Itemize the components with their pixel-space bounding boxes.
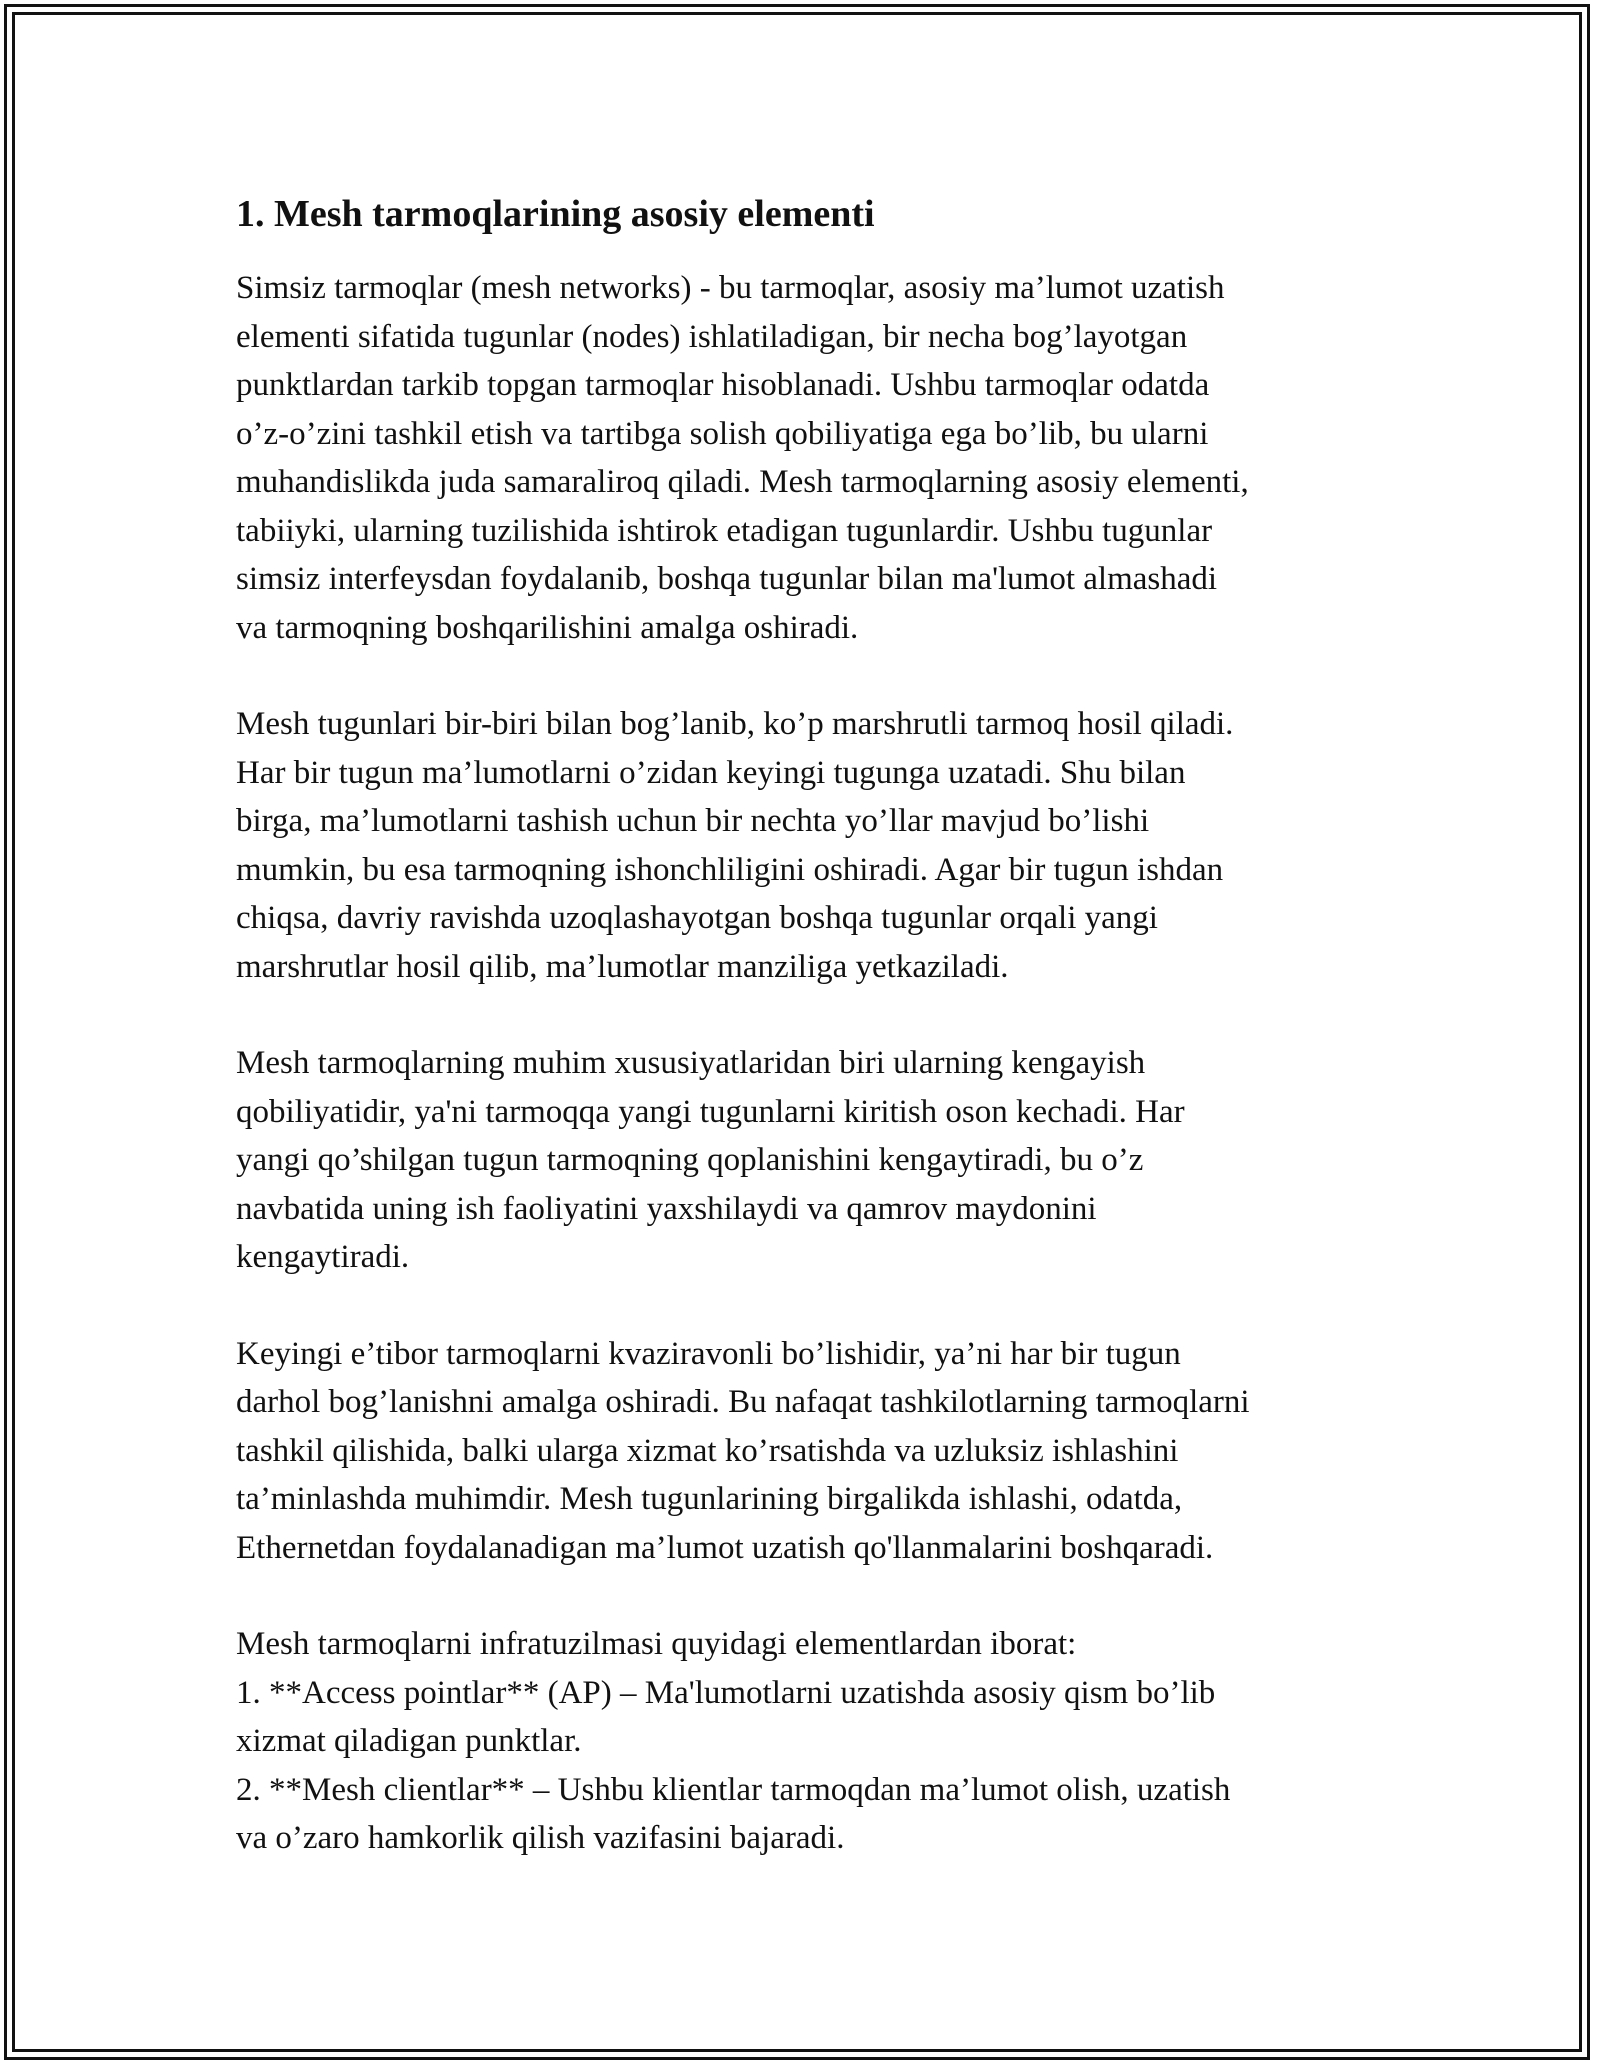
list-item: 1. **Access pointlar** (AP) – Ma'lumotlarni uzatishda asosiy qism bo’lib (236, 1674, 1216, 1711)
paragraph-mesh-definition (236, 264, 1386, 652)
text-line: Keyingi e’tibor tarmoqlarni kvaziravonli bo’lishidir, ya’ni har bir tugun (236, 1335, 1181, 1372)
text-line: mumkin, bu esa tarmoqning ishonchliligini oshiradi. Agar bir tugun ishdan (236, 851, 1224, 888)
text-line: elementi sifatida tugunlar (nodes) ishlatiladigan, bir necha bog’layotgan (236, 318, 1188, 355)
section-heading: 1. Mesh tarmoqlarining asosiy elementi (236, 193, 875, 235)
text-line: tabiiyki, ularning tuzilishida ishtirok etadigan tugunlardir. Ushbu tugunlar (236, 512, 1213, 549)
text-line: Har bir tugun ma’lumotlarni o’zidan keyingi tugunga uzatadi. Shu bilan (236, 754, 1186, 791)
text-line: muhandislikda juda samaraliroq qiladi. Mesh tarmoqlarning asosiy elementi, (236, 464, 1249, 500)
text-line: simsiz interfeysdan foydalanib, boshqa tugunlar bilan ma'lumot almashadi (236, 561, 1218, 597)
text-line: va tarmoqning boshqarilishini amalga oshiradi. (236, 609, 859, 646)
text-line: birga, ma’lumotlarni tashish uchun bir nechta yo’llar mavjud bo’lishi (236, 803, 1150, 839)
text-line: punktlardan tarkib topgan tarmoqlar hisoblanadi. Ushbu tarmoqlar odatda (236, 367, 1210, 403)
text-line: o’z-o’zini tashkil etish va tartibga solish qobiliyatiga ega bo’lib, bu ularni (236, 415, 1209, 452)
text-line: chiqsa, davriy ravishda uzoqlashayotgan boshqa tugunlar orqali yangi (236, 900, 1158, 936)
text-line: xizmat qiladigan punktlar. (236, 1723, 582, 1759)
text-line: qobiliyatidir, ya'ni tarmoqqa yangi tugunlarni kiritish oson kechadi. Har (236, 1093, 1185, 1130)
text-line: kengaytiradi. (236, 1239, 410, 1275)
text-line: Simsiz tarmoqlar (mesh networks) - bu tarmoqlar, asosiy ma’lumot uzatish (236, 270, 1225, 306)
text-line: Ethernetdan foydalanadigan ma’lumot uzatish qo'llanmalarini boshqaradi. (236, 1529, 1214, 1566)
text-line: Mesh tarmoqlarning muhim xususiyatlaridan biri ularning kengayish (236, 1045, 1146, 1081)
list-item: 2. **Mesh clientlar** – Ushbu klientlar tarmoqdan ma’lumot olish, uzatish (236, 1771, 1231, 1808)
text-line: Mesh tarmoqlarni infratuzilmasi quyidagi elementlardan iborat: (236, 1626, 1077, 1662)
text-line: Mesh tugunlari bir-biri bilan bog’lanib, ko’p marshrutli tarmoq hosil qiladi. (236, 706, 1234, 742)
text-line: va o’zaro hamkorlik qilish vazifasini bajaradi. (236, 1820, 845, 1856)
text-line: darhol bog’lanishni amalga oshiradi. Bu nafaqat tashkilotlarning tarmoqlarni (236, 1384, 1250, 1420)
text-line: marshrutlar hosil qilib, ma’lumotlar manziliga yetkaziladi. (236, 948, 1009, 985)
text-line: ta’minlashda muhimdir. Mesh tugunlarining birgalikda ishlashi, odatda, (236, 1481, 1183, 1517)
text-line: navbatida uning ish faoliyatini yaxshilaydi va qamrov maydonini (236, 1190, 1097, 1227)
paragraph-infrastructure-list (236, 1620, 1386, 1863)
paragraph-connectivity (236, 1330, 1386, 1573)
paragraph-mesh-nodes (236, 700, 1386, 991)
document-body (236, 190, 1386, 1911)
text-line: yangi qo’shilgan tugun tarmoqning qoplanishini kengaytiradi, bu o’z (236, 1142, 1144, 1178)
paragraph-scalability (236, 1039, 1386, 1282)
text-line: tashkil qilishida, balki ularga xizmat ko’rsatishda va uzluksiz ishlashini (236, 1432, 1179, 1469)
